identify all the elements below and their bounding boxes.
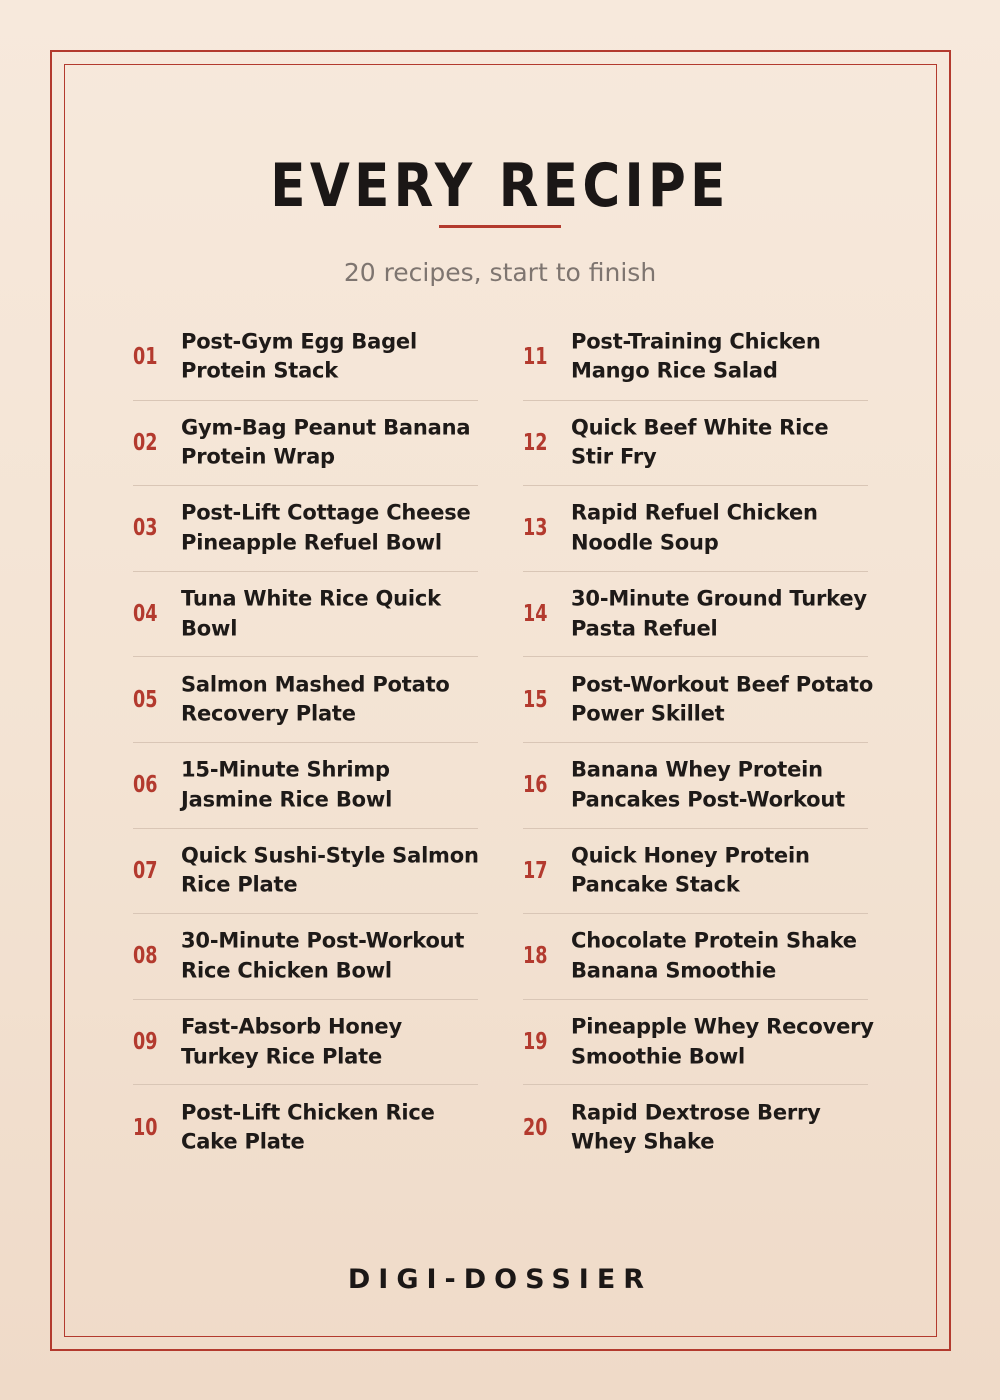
recipe-number: 05 xyxy=(133,686,158,713)
list-item xyxy=(523,571,868,657)
brand-footer: DIGI-DOSSIER xyxy=(347,1264,653,1295)
recipe-number: 20 xyxy=(523,1114,548,1141)
recipe-name: 30-Minute Ground Turkey Pasta Refuel xyxy=(571,586,867,641)
list-item xyxy=(133,485,478,571)
list-item xyxy=(523,485,868,571)
list-item xyxy=(523,999,874,1085)
recipe-number: 04 xyxy=(133,601,158,628)
list-item xyxy=(133,1084,478,1170)
recipe-name: Quick Sushi-Style Salmon Rice Plate xyxy=(181,843,479,897)
list-item xyxy=(523,314,868,400)
list-item xyxy=(133,828,478,914)
list-item xyxy=(133,742,478,828)
recipe-number: 11 xyxy=(523,343,548,370)
recipe-name: Pineapple Whey Recovery Smoothie Bowl xyxy=(571,1014,874,1069)
recipe-number: 03 xyxy=(133,515,158,542)
list-item xyxy=(523,400,868,486)
page-title: EVERY RECIPE xyxy=(270,151,730,221)
title-underline xyxy=(439,225,561,228)
recipe-name: Post-Gym Egg Bagel Protein Stack xyxy=(181,329,417,383)
recipe-name: 30-Minute Post-Workout Rice Chicken Bowl xyxy=(181,928,465,983)
list-item xyxy=(523,913,868,999)
recipe-number: 12 xyxy=(523,429,548,456)
recipe-number: 15 xyxy=(523,686,548,713)
recipe-name: Post-Lift Chicken Rice Cake Plate xyxy=(181,1100,435,1154)
recipe-name: 15-Minute Shrimp Jasmine Rice Bowl xyxy=(181,757,393,812)
list-item xyxy=(523,828,868,914)
recipe-number: 08 xyxy=(133,943,158,970)
list-item xyxy=(133,656,478,742)
recipe-number: 07 xyxy=(133,857,158,884)
recipe-name: Post-Lift Cottage Cheese Pineapple Refuel Bowl xyxy=(181,500,471,555)
recipe-number: 19 xyxy=(523,1029,548,1056)
recipe-name: Chocolate Protein Shake Banana Smoothie xyxy=(571,928,857,983)
list-item xyxy=(133,571,478,657)
recipe-number: 01 xyxy=(133,343,158,370)
page-subtitle: 20 recipes, start to finish xyxy=(343,258,657,287)
recipe-name: Quick Honey Protein Pancake Stack xyxy=(571,843,810,897)
recipe-list-left xyxy=(133,314,478,1170)
list-item xyxy=(523,742,868,828)
recipe-number: 13 xyxy=(523,515,548,542)
recipe-number: 18 xyxy=(523,943,548,970)
recipe-name: Gym-Bag Peanut Banana Protein Wrap xyxy=(181,415,471,469)
recipe-number: 06 xyxy=(133,772,158,799)
list-item xyxy=(133,999,478,1085)
recipe-number: 17 xyxy=(523,857,548,884)
recipe-name: Quick Beef White Rice Stir Fry xyxy=(571,415,829,469)
recipe-number: 09 xyxy=(133,1029,158,1056)
recipe-list-right xyxy=(523,314,874,1170)
recipe-name: Tuna White Rice Quick Bowl xyxy=(181,586,441,641)
recipe-name: Post-Training Chicken Mango Rice Salad xyxy=(571,329,821,383)
recipe-name: Banana Whey Protein Pancakes Post-Workout xyxy=(571,757,845,812)
recipe-name: Fast-Absorb Honey Turkey Rice Plate xyxy=(181,1014,402,1069)
list-item xyxy=(133,314,478,400)
list-item xyxy=(133,400,478,486)
list-item xyxy=(133,913,478,999)
recipe-name: Rapid Refuel Chicken Noodle Soup xyxy=(571,500,818,555)
recipe-number: 14 xyxy=(523,601,548,628)
list-item xyxy=(523,1084,868,1170)
list-item xyxy=(523,656,874,742)
recipe-name: Salmon Mashed Potato Recovery Plate xyxy=(181,672,450,726)
recipe-number: 10 xyxy=(133,1114,158,1141)
recipe-number: 16 xyxy=(523,772,548,799)
recipe-number: 02 xyxy=(133,429,158,456)
recipe-name: Rapid Dextrose Berry Whey Shake xyxy=(571,1100,821,1154)
recipe-name: Post-Workout Beef Potato Power Skillet xyxy=(571,672,874,726)
